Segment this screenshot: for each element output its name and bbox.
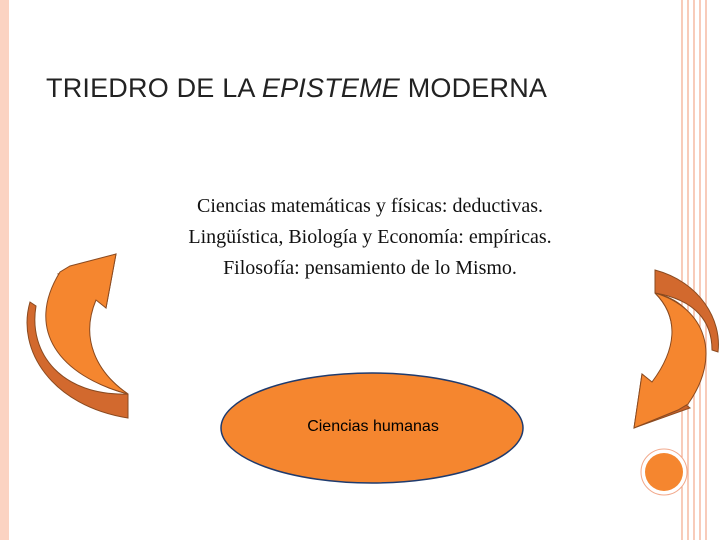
content-line-1: Ciencias matemáticas y físicas: deductivas. [197, 195, 543, 217]
oval-label: Ciencias humanas [307, 418, 439, 435]
title-text-start: TRIEDRO DE LA [46, 73, 262, 103]
content-line-2: Lingüística, Biología y Economía: empíricas. [188, 226, 552, 248]
orange-circle-decoration-icon [641, 449, 687, 495]
curved-arrow-left-icon [27, 254, 128, 418]
content-line-3: Filosofía: pensamiento de lo Mismo. [223, 257, 517, 279]
curved-arrow-right-icon [634, 270, 718, 428]
title-text-end: MODERNA [400, 73, 548, 103]
title-text-italic: EPISTEME [261, 73, 400, 103]
